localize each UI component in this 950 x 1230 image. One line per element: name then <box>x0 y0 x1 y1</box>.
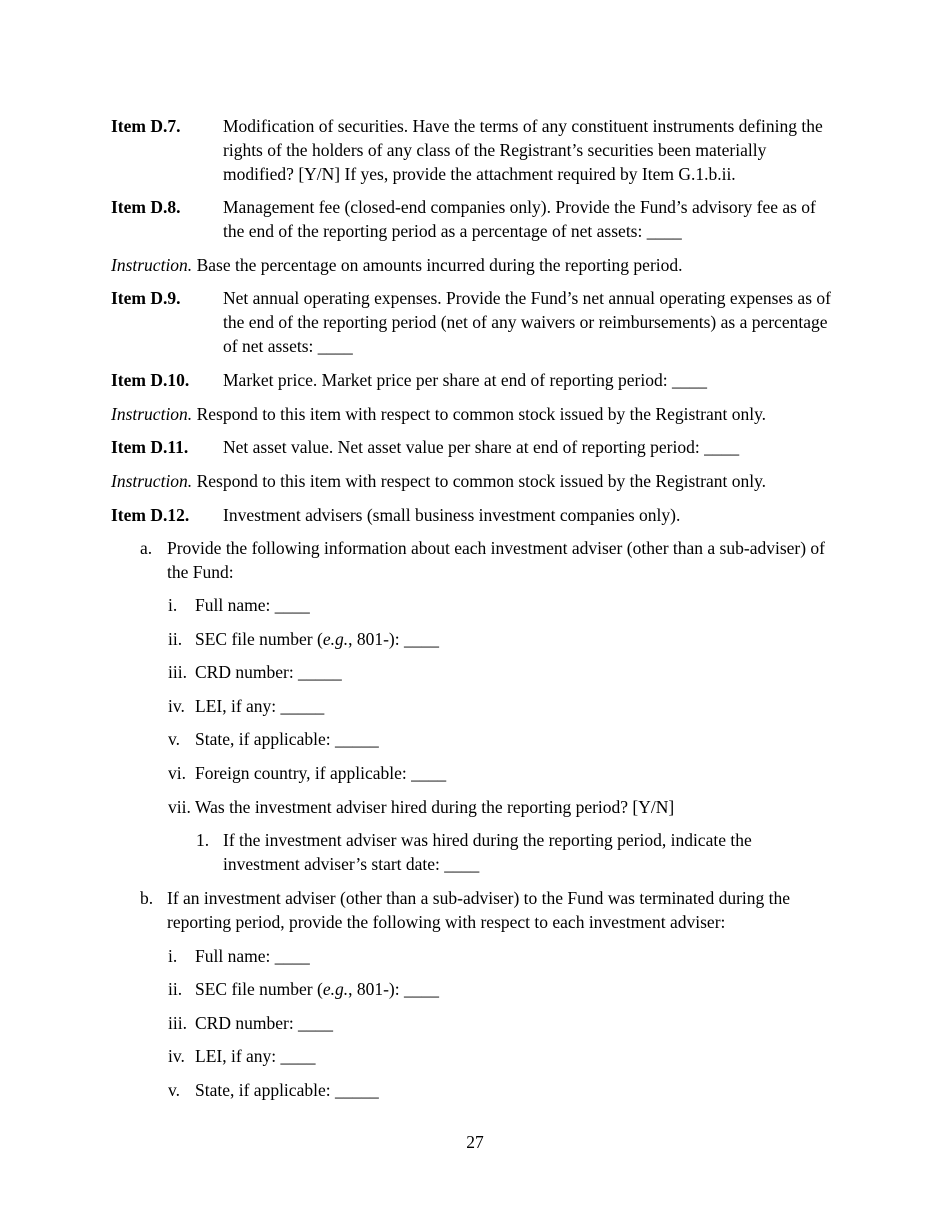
section-a <box>140 536 840 584</box>
list-item-number: i. <box>168 946 178 966</box>
instruction-text: Respond to this item with respect to common stock issued by the Registrant only. <box>192 471 767 491</box>
item-d8 <box>111 195 841 243</box>
item-label: Item D.10. <box>111 370 190 390</box>
item-d11 <box>111 435 841 459</box>
list-item-number: vi. <box>168 763 186 783</box>
sub-item-1 <box>196 828 836 876</box>
list-item-text: State, if applicable: _____ <box>195 729 379 749</box>
list-item-text: Foreign country, if applicable: ____ <box>195 763 447 783</box>
item-label: Item D.12. <box>111 505 190 525</box>
list-item <box>168 1078 379 1102</box>
list-item <box>168 761 446 785</box>
item-text: Net asset value. Net asset value per share at end of reporting period: ____ <box>223 437 740 457</box>
sub-item-text: If the investment adviser was hired during the reporting period, indicate the investment adviser’s start date: ____ <box>223 830 752 874</box>
item-label: Item D.8. <box>111 197 181 217</box>
section-marker: b. <box>140 888 154 908</box>
list-item <box>168 1011 333 1035</box>
list-item <box>168 593 310 617</box>
item-text: Net annual operating expenses. Provide the Fund’s net annual operating expenses as of the end of the reporting period (net of any waivers or reimbursements) as a percentage of net assets: ____ <box>223 288 831 356</box>
list-item <box>168 694 324 718</box>
list-item-number: iv. <box>168 696 185 716</box>
list-item <box>168 795 674 819</box>
instruction-prefix: Instruction. <box>111 404 193 424</box>
list-item <box>168 944 310 968</box>
item-text: Management fee (closed-end companies only). Provide the Fund’s advisory fee as of the end of the reporting period as a percentage of net assets: ____ <box>223 197 816 241</box>
list-item-text: LEI, if any: _____ <box>195 696 325 716</box>
list-item-text: LEI, if any: ____ <box>195 1046 316 1066</box>
list-item-number: iii. <box>168 662 187 682</box>
item-label: Item D.9. <box>111 288 181 308</box>
list-item-number: v. <box>168 1080 180 1100</box>
section-b <box>140 886 840 934</box>
instruction-d10 <box>111 402 841 426</box>
instruction-prefix: Instruction. <box>111 255 193 275</box>
list-item-text: Full name: ____ <box>195 595 310 615</box>
item-label: Item D.7. <box>111 116 181 136</box>
list-item-text: Full name: ____ <box>195 946 310 966</box>
item-text: Market price. Market price per share at end of reporting period: ____ <box>223 370 707 390</box>
list-item-number: iv. <box>168 1046 185 1066</box>
item-label: Item D.11. <box>111 437 189 457</box>
instruction-d11 <box>111 469 841 493</box>
list-item <box>168 727 379 751</box>
instruction-prefix: Instruction. <box>111 471 193 491</box>
list-item <box>168 660 342 684</box>
section-text: If an investment adviser (other than a sub-adviser) to the Fund was terminated during the reporting period, provide the following with respect to each investment adviser: <box>167 888 791 932</box>
item-text: Investment advisers (small business investment companies only). <box>223 505 681 525</box>
list-item-number: iii. <box>168 1013 187 1033</box>
item-text: Modification of securities. Have the terms of any constituent instruments defining the rights of the holders of any class of the Registrant’s securities been materially modified? [Y/N] If yes, provide the attachment required by Item G.1.b.ii. <box>223 116 823 184</box>
list-item-text: CRD number: ____ <box>195 1013 334 1033</box>
item-d7 <box>111 114 841 186</box>
list-item-text: SEC file number (e.g., 801-): ____ <box>195 979 440 999</box>
list-item-number: ii. <box>168 629 183 649</box>
instruction-d8 <box>111 253 841 277</box>
list-item <box>168 977 439 1001</box>
list-item-number: vii. <box>168 797 191 817</box>
sub-item-number: 1. <box>196 830 210 850</box>
list-item-text: Was the investment adviser hired during the reporting period? [Y/N] <box>195 797 675 817</box>
list-item-number: ii. <box>168 979 183 999</box>
list-item-number: i. <box>168 595 178 615</box>
page-number: 27 <box>466 1132 484 1152</box>
item-d12 <box>111 503 841 527</box>
list-item-text: CRD number: _____ <box>195 662 342 682</box>
item-d10 <box>111 368 841 392</box>
instruction-text: Respond to this item with respect to common stock issued by the Registrant only. <box>192 404 767 424</box>
section-text: Provide the following information about each investment adviser (other than a sub-adviser) of the Fund: <box>167 538 826 582</box>
list-item-number: v. <box>168 729 180 749</box>
list-item <box>168 627 439 651</box>
list-item-text: SEC file number (e.g., 801-): ____ <box>195 629 440 649</box>
list-item <box>168 1044 316 1068</box>
list-item-text: State, if applicable: _____ <box>195 1080 379 1100</box>
section-marker: a. <box>140 538 153 558</box>
instruction-text: Base the percentage on amounts incurred during the reporting period. <box>192 255 683 275</box>
item-d9 <box>111 286 841 358</box>
